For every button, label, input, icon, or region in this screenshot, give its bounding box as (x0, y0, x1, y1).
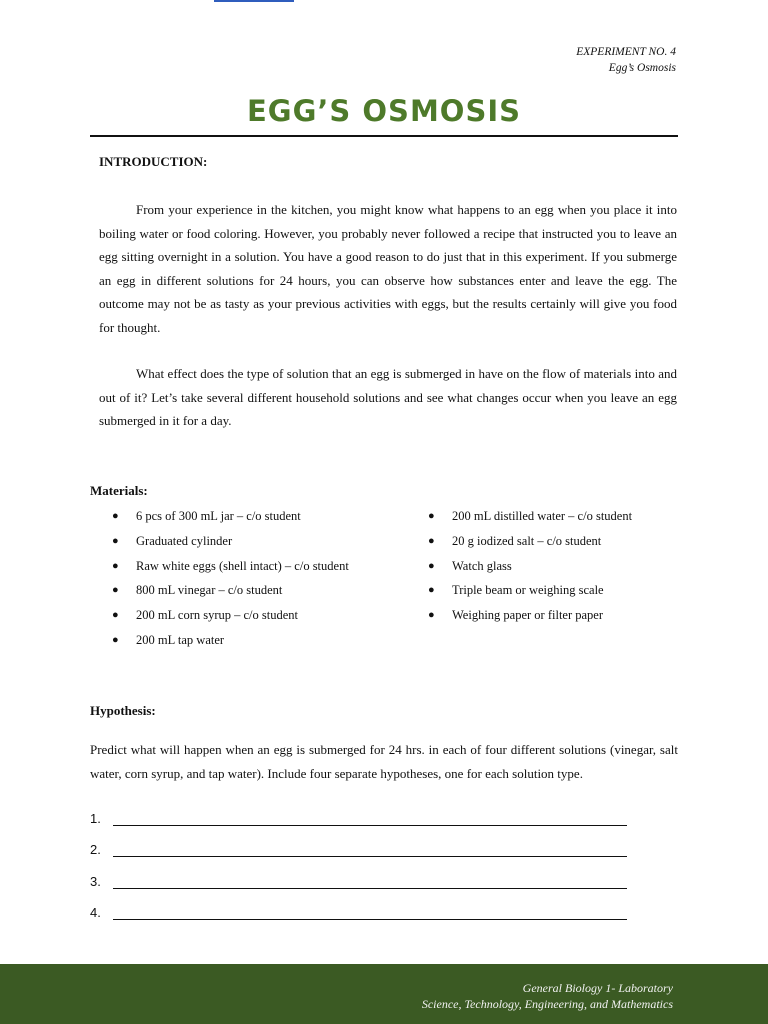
introduction-heading: INTRODUCTION: (99, 154, 208, 169)
bullet-icon: ● (428, 609, 435, 622)
blank-line (113, 888, 627, 889)
material-label: 20 g iodized salt – c/o student (452, 533, 602, 548)
answer-line-2[interactable] (90, 842, 112, 857)
materials-heading: Materials: (90, 483, 148, 498)
material-label: Watch glass (452, 558, 512, 573)
material-label: Graduated cylinder (136, 533, 233, 548)
material-label: 200 mL corn syrup – c/o student (136, 608, 299, 623)
material-label: Triple beam or weighing scale (452, 583, 604, 598)
bullet-icon: ● (428, 534, 435, 547)
footer-text (422, 980, 673, 1012)
bullet-icon: ● (112, 584, 119, 597)
bullet-icon: ● (112, 609, 119, 622)
list-item (112, 629, 349, 654)
list-item (428, 579, 632, 604)
page-footer (0, 964, 768, 1024)
list-item (112, 604, 349, 629)
list-item (112, 530, 349, 555)
material-label: 200 mL tap water (136, 632, 225, 647)
list-item (428, 555, 632, 580)
material-label: 6 pcs of 300 mL jar – c/o student (136, 509, 301, 523)
list-item (112, 555, 349, 580)
bullet-icon: ● (112, 510, 119, 522)
list-item (112, 579, 349, 604)
blank-line (113, 919, 627, 920)
hypothesis-heading: Hypothesis: (90, 703, 156, 718)
list-item (428, 505, 632, 530)
bullet-icon: ● (428, 559, 435, 572)
page-title: EGG’S OSMOSIS (246, 94, 522, 128)
bullet-icon: ● (428, 510, 435, 522)
material-label: Weighing paper or filter paper (452, 608, 604, 623)
title-divider (90, 135, 678, 137)
experiment-name: Egg’s Osmosis (608, 62, 676, 74)
footer-strand: Science, Technology, Engineering, and Mathematics (421, 997, 673, 1011)
list-item (112, 505, 349, 530)
bullet-icon: ● (428, 584, 435, 597)
material-label: 200 mL distilled water – c/o student (452, 509, 633, 523)
bullet-icon: ● (112, 559, 119, 572)
answer-line-4[interactable] (90, 905, 112, 920)
introduction-paragraph-1: From your experience in the kitchen, you might know what happens to an egg when you place it into boiling water or food coloring. However, you probably never followed a recipe that instructed you to leave an egg sitting overnight in a solution. You have a good reason to do just that in this experiment. If you submerge an egg in different solutions for 24 hours, you can observe how substances enter and leave the egg. The outcome may not be as tasty as your previous activities with eggs, but the results certainly will give you food for thought. (99, 202, 677, 335)
list-item (428, 604, 632, 629)
material-label: Raw white eggs (shell intact) – c/o student (136, 558, 349, 573)
bullet-icon: ● (112, 633, 119, 646)
materials-list-right (428, 505, 632, 629)
footer-course: General Biology 1- Laboratory (522, 981, 673, 995)
list-item (428, 530, 632, 555)
hypothesis-instructions: Predict what will happen when an egg is submerged for 24 hrs. in each of four different solutions (vinegar, salt water, corn syrup, and tap water). Include four separate hypotheses, one for each solution type. (90, 742, 678, 781)
materials-list-left (112, 505, 349, 654)
answer-number: 2. (90, 842, 101, 857)
answer-number: 4. (90, 905, 101, 920)
answer-line-3[interactable] (90, 874, 112, 889)
answer-number: 3. (90, 874, 101, 889)
top-accent-bar (214, 0, 294, 2)
bullet-icon: ● (112, 534, 119, 547)
material-label: 800 mL vinegar – c/o student (136, 583, 283, 598)
answer-line-1[interactable] (90, 811, 112, 826)
experiment-header (576, 44, 676, 76)
blank-line (113, 825, 627, 826)
experiment-number: EXPERIMENT NO. 4 (576, 46, 676, 58)
blank-line (113, 856, 627, 857)
answer-number: 1. (90, 811, 101, 826)
introduction-paragraph-2: What effect does the type of solution that an egg is submerged in have on the flow of materials into and out of it? Let’s take several different household solutions and see what changes occur when you leave an egg submerged in it for a day. (99, 366, 677, 428)
